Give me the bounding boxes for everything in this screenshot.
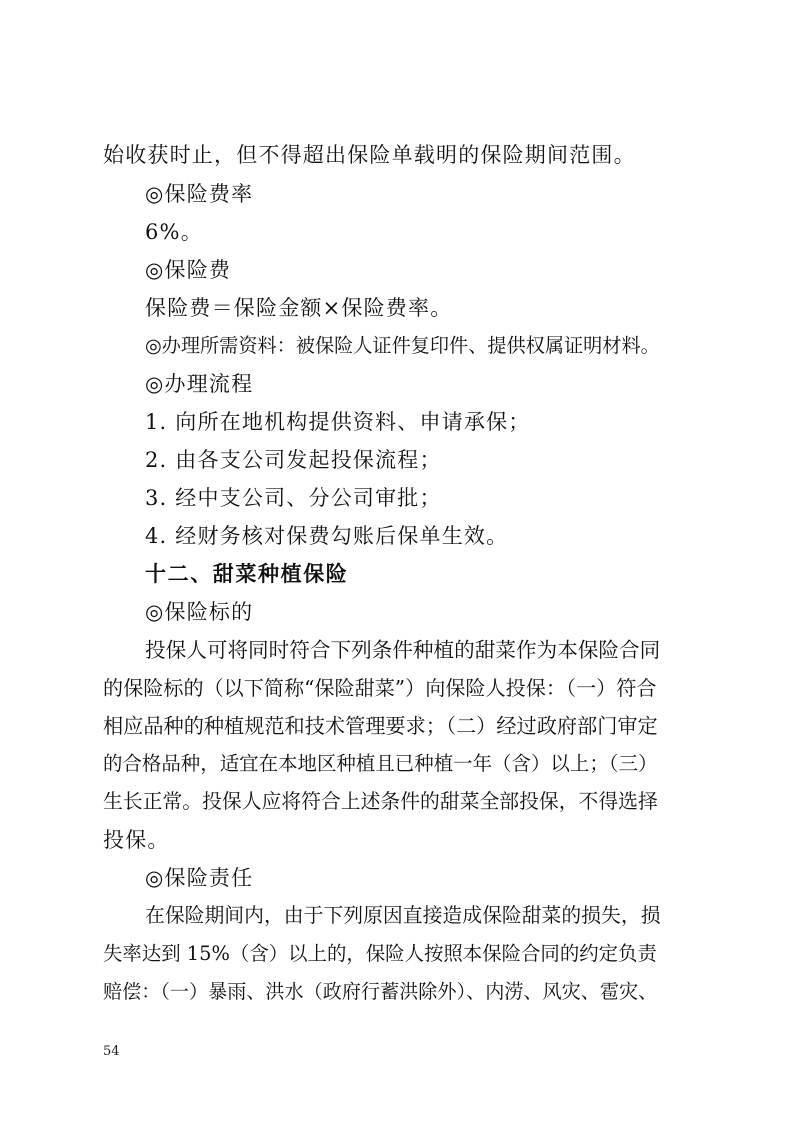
list-item: 1. 向所在地机构提供资料、申请承保； <box>145 410 531 434</box>
section-label-procedure: ◎办理流程 <box>145 372 254 396</box>
paragraph-line: 始收获时止，但不得超出保险单载明的保险期间范围。 <box>103 143 636 167</box>
paragraph-line: 6%。 <box>145 220 203 244</box>
paragraph-line: 的保险标的（以下简称“保险甜菜”）向保险人投保：（一）符合 <box>103 676 657 700</box>
paragraph-line: 相应品种的种植规范和技术管理要求；（二）经过政府部门审定 <box>103 714 658 738</box>
section-label-liability: ◎保险责任 <box>145 866 254 890</box>
section-label-premium-rate: ◎保险费率 <box>145 182 254 206</box>
paragraph-line: 投保人可将同时符合下列条件种植的甜菜作为本保险合同 <box>145 638 661 662</box>
paragraph-line: 保险费＝保险金额×保险费率。 <box>145 296 453 320</box>
list-item: 2. 由各支公司发起投保流程； <box>145 448 442 472</box>
list-item: 4. 经财务核对保费勾账后保单生效。 <box>145 524 509 548</box>
section-label-insured-object: ◎保险标的 <box>145 600 254 624</box>
paragraph-line: 投保。 <box>103 828 170 852</box>
section-heading: 十二、甜菜种植保险 <box>145 562 349 586</box>
section-label-premium: ◎保险费 <box>145 258 232 282</box>
paragraph-line: 赔偿：（一）暴雨、洪水（政府行蓄洪除外）、内涝、风灾、雹灾、 <box>103 980 658 1003</box>
paragraph-line: 失率达到 15%（含）以上的，保险人按照本保险合同的约定负责 <box>103 942 657 965</box>
page-number: 54 <box>103 1044 120 1059</box>
paragraph-line: 的合格品种，适宜在本地区种植且已种植一年（含）以上；（三） <box>103 752 658 775</box>
section-label-required-documents: ◎办理所需资料：被保险人证件复印件、提供权属证明材料。 <box>145 334 660 357</box>
list-item: 3. 经中支公司、分公司审批； <box>145 486 442 510</box>
paragraph-line: 生长正常。投保人应将符合上述条件的甜菜全部投保，不得选择 <box>103 790 658 813</box>
paragraph-line: 在保险期间内，由于下列原因直接造成保险甜菜的损失，损 <box>145 904 661 927</box>
